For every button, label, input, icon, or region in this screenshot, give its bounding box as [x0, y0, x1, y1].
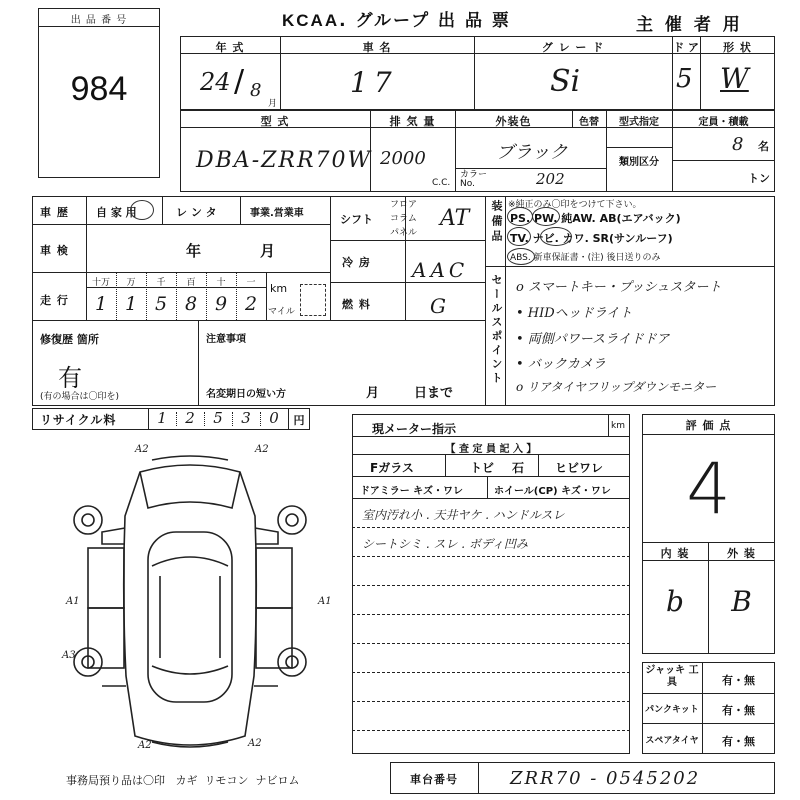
- divider: [352, 476, 630, 477]
- equipment-line-1: PS. PW. 純AW. AB(エアバック): [510, 212, 681, 225]
- history-selected-mark: [130, 200, 154, 220]
- glass-label: Fガラス: [370, 461, 414, 475]
- divider: [352, 614, 630, 615]
- score-value: 4: [686, 448, 731, 530]
- divider: [352, 556, 630, 557]
- exterior-label: 外 装: [727, 547, 756, 560]
- interior-label: 内 装: [660, 547, 690, 560]
- divider: [352, 527, 630, 528]
- notes-label: 注意事項: [206, 334, 246, 345]
- shape-label: 形 状: [723, 41, 752, 54]
- jack-choice: 有・無: [722, 674, 755, 687]
- month-unit: 月: [268, 99, 278, 109]
- damage-mark: A2: [135, 444, 149, 455]
- divider: [352, 436, 630, 437]
- glass-crack: ヒビワレ: [555, 461, 604, 475]
- shift-panel: パネル: [390, 228, 418, 238]
- exterior-color-value: ブラック: [496, 142, 568, 163]
- recycle-digit: 1: [157, 409, 167, 427]
- divider: [198, 320, 199, 406]
- damage-mark: A2: [138, 740, 152, 751]
- divider: [352, 498, 630, 499]
- divider: [330, 196, 331, 320]
- meter-label: 現メーター指示: [372, 422, 457, 436]
- navi-circle-mark: [540, 227, 572, 246]
- sales-point-item: o スマートキー・プッシュスタート: [516, 280, 722, 295]
- model-value: DBA-ZRR70W: [196, 148, 373, 173]
- divider: [672, 160, 775, 161]
- digit-label-1: 一: [246, 278, 256, 288]
- history-rental: レ ン タ: [176, 206, 217, 219]
- damage-mark: A2: [248, 738, 262, 749]
- divider: [330, 282, 485, 283]
- name-change-month: 月: [366, 386, 381, 401]
- divider: [478, 762, 479, 794]
- km-unit: km: [270, 282, 288, 295]
- digit-label-100: 百: [186, 278, 196, 288]
- equipment-line-2: TV. ナビ. カワ. SR(サンルーフ): [510, 232, 673, 245]
- repair-note: (有の場合は〇印を): [40, 392, 120, 402]
- spare-tire-choice: 有・無: [722, 735, 755, 748]
- shift-floor: フロア: [390, 200, 418, 210]
- inspector-title: 【 査 定 員 記 入 】: [445, 444, 537, 455]
- mileage-digit: 5: [154, 293, 168, 315]
- divider: [485, 266, 775, 267]
- shift-label: シフト: [340, 213, 373, 226]
- office-items: 事務局預り品は〇印 カギ リモコン ナビロム: [66, 774, 300, 787]
- fuel-label: 燃 料: [342, 298, 371, 311]
- inspector-comment: 室内汚れ小 . 天井ヤケ . ハンドルスレ: [362, 508, 565, 522]
- divider: [352, 672, 630, 673]
- color-no-value: 202: [536, 170, 565, 188]
- recycle-digit: 3: [241, 409, 251, 427]
- sales-point-item: o リアタイヤフリップダウンモニター: [516, 380, 717, 394]
- interior-score: b: [666, 585, 684, 618]
- displacement-value: 2000: [380, 148, 426, 169]
- divider: [642, 434, 775, 435]
- capacity-value: 8: [732, 134, 744, 155]
- divider: [162, 196, 163, 224]
- inspector-comment: シートシミ . スレ . ボディ凹み: [362, 537, 528, 551]
- glass-stone: 石: [512, 461, 525, 475]
- category-label: 類別区分: [619, 157, 659, 168]
- divider: [352, 730, 630, 731]
- divider: [485, 196, 486, 406]
- recycle-unit: 円: [293, 414, 305, 427]
- spare-tire-label: スペアタイヤ: [645, 736, 699, 746]
- lot-number: 984: [70, 70, 128, 108]
- year-label: 年 式: [215, 41, 245, 54]
- month-value: 8: [250, 80, 262, 101]
- divider: [32, 272, 330, 273]
- mileage-digit: 9: [214, 293, 228, 315]
- divider: [445, 454, 446, 476]
- mirror-label: ドアミラー キズ・ワレ: [360, 486, 463, 497]
- repair-value: 有: [58, 364, 82, 392]
- displacement-label: 排 気 量: [389, 115, 436, 128]
- sales-point-item: • HIDヘッドライト: [516, 306, 633, 321]
- year-value: 24: [200, 68, 231, 96]
- glass-chip: トビ: [470, 461, 495, 475]
- form-title: [282, 6, 511, 31]
- grade-label: グ レ ー ド: [541, 41, 605, 54]
- abs-circle-mark: [507, 248, 535, 265]
- meter-unit: km: [611, 421, 625, 431]
- cooling-label: 冷 房: [342, 256, 371, 269]
- color-no-label: カラー No.: [460, 170, 488, 189]
- divider: [642, 693, 775, 694]
- fuel-value: G: [430, 294, 446, 318]
- damage-mark: A2: [255, 444, 269, 455]
- damage-mark: A3: [62, 650, 76, 661]
- color-change-label: 色替: [579, 117, 599, 128]
- mileage-digit: 1: [94, 293, 108, 315]
- cc-unit: C.C.: [432, 178, 451, 188]
- divider: [352, 585, 630, 586]
- grade-value: Si: [550, 64, 581, 99]
- divider: [352, 701, 630, 702]
- inspection-label: 車 検: [40, 244, 69, 257]
- car-damage-diagram: [40, 436, 340, 766]
- mileage-digit: 8: [184, 293, 198, 315]
- equipment-note: ※純正のみ〇印をつけて下さい。: [508, 200, 642, 210]
- shape-value: W: [720, 62, 749, 95]
- mileage-label: 走 行: [40, 294, 69, 307]
- damage-mark: A1: [66, 596, 80, 607]
- shift-column: コラム: [390, 214, 417, 224]
- exterior-color-label: 外装色: [495, 115, 532, 128]
- score-label: 評 価 点: [685, 419, 732, 432]
- digit-label-10k: 万: [126, 278, 136, 288]
- name-change-label: 名変期日の短い方: [206, 389, 286, 400]
- digit-label-10: 十: [216, 278, 226, 288]
- sales-point-item: • 両側パワースライドドア: [516, 332, 670, 347]
- digit-label-100k: 十万: [91, 278, 110, 288]
- shift-value: AT: [440, 206, 470, 231]
- recycle-label: リサイクル料: [40, 413, 117, 427]
- organizer-label: 主 催 者 用: [636, 15, 743, 35]
- recycle-digit: 0: [269, 409, 279, 427]
- mileage-digit: 2: [244, 293, 258, 315]
- repair-label: 修復歴 箇所: [40, 333, 99, 346]
- doors-label: ド ア: [673, 41, 699, 54]
- damage-mark: A1: [318, 596, 332, 607]
- car-name-label: 車 名: [362, 41, 392, 54]
- load-unit: トン: [748, 172, 770, 185]
- brand-logo: KCAA: [282, 11, 340, 30]
- doors-value: 5: [676, 64, 693, 94]
- divider: [38, 26, 160, 27]
- divider: [32, 320, 485, 321]
- tv-circle-mark: [507, 227, 531, 246]
- name-change-day: 日まで: [414, 386, 454, 401]
- divider: [642, 723, 775, 724]
- divider: [330, 240, 485, 241]
- divider: [352, 643, 630, 644]
- unit-checkbox: [300, 284, 326, 316]
- capacity-unit: 名: [758, 140, 769, 153]
- ps-circle-mark: [507, 207, 533, 226]
- divider: [538, 454, 539, 476]
- history-label: 車 歴: [40, 206, 69, 219]
- jack-label: ジャッキ 工 具: [645, 665, 699, 688]
- inspection-year-unit: 年: [186, 242, 202, 260]
- history-business: 事業.営業車: [250, 208, 304, 219]
- type-designation-label: 型式指定: [619, 117, 659, 128]
- car-name-value: 17: [350, 66, 398, 99]
- chassis-label: 車台番号: [410, 773, 458, 786]
- recycle-digit: 5: [213, 409, 223, 427]
- divider: [32, 224, 330, 225]
- puncture-choice: 有・無: [722, 704, 755, 717]
- divider: [266, 272, 267, 320]
- cooling-value: AAC: [412, 258, 469, 282]
- title-text: . グループ 出 品 票: [339, 11, 511, 31]
- divider: [608, 414, 609, 436]
- lot-number-label: 出 品 番 号: [70, 15, 128, 26]
- equipment-label: 装備品: [490, 200, 503, 245]
- divider: [240, 196, 241, 224]
- pw-circle-mark: [532, 207, 560, 226]
- year-slash: /: [234, 64, 245, 99]
- divider: [642, 560, 775, 561]
- equipment-line-3: ABS. 新車保証書・(注) 後日送りのみ: [510, 253, 661, 263]
- exterior-score: B: [731, 585, 752, 618]
- chassis-number: ZRR70 - 0545202: [510, 768, 701, 789]
- sales-point-item: • バックカメラ: [516, 357, 606, 372]
- puncture-label: パンクキット: [645, 705, 699, 715]
- divider: [606, 147, 672, 148]
- recycle-digit: 2: [185, 409, 195, 427]
- digit-label-1k: 千: [156, 278, 166, 288]
- divider: [487, 476, 488, 498]
- divider: [455, 168, 606, 169]
- capacity-label: 定員・積載: [698, 117, 749, 128]
- inspection-month-unit: 月: [260, 242, 276, 260]
- history-private: 自 家 用: [96, 206, 137, 219]
- sales-points-label: セールスポイント: [490, 274, 503, 386]
- wheel-label: ホイール(CP) キズ・ワレ: [494, 486, 611, 497]
- model-label: 型 式: [260, 115, 290, 128]
- mile-unit: マイル: [268, 307, 295, 317]
- divider: [505, 196, 506, 406]
- divider: [352, 454, 630, 455]
- mileage-digit: 1: [124, 293, 138, 315]
